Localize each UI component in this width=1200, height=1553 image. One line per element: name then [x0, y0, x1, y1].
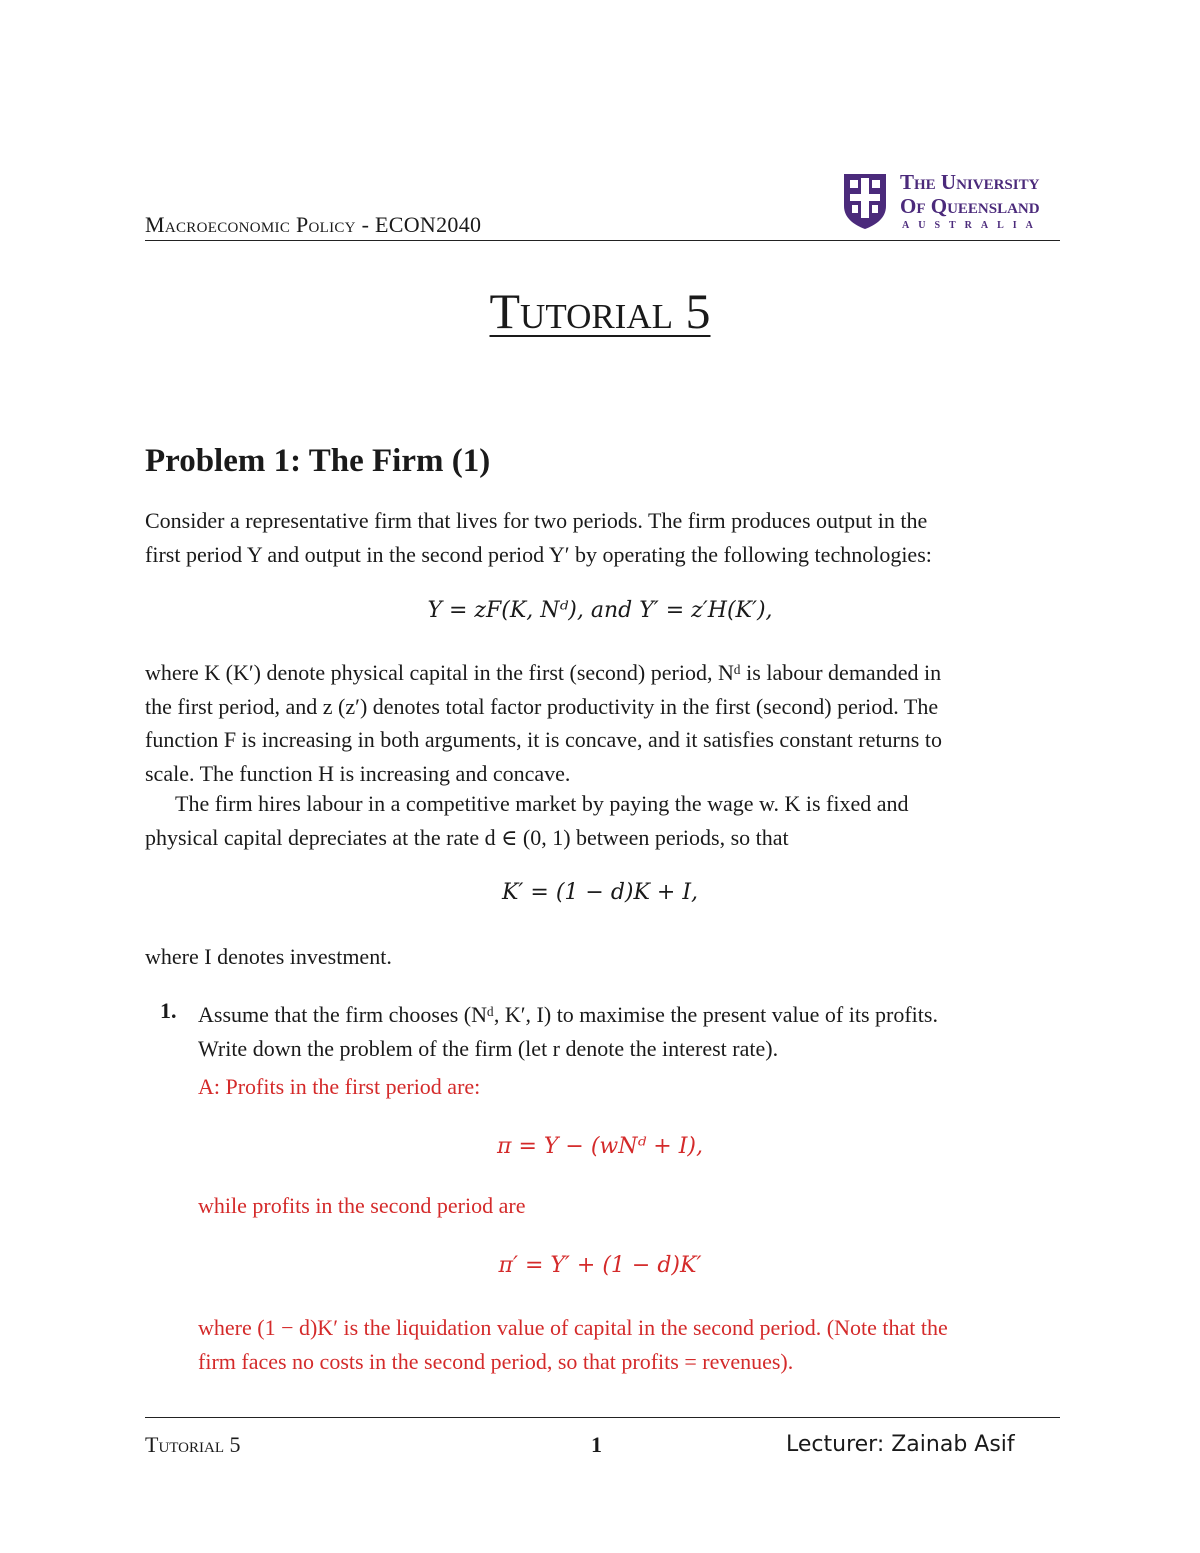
text-line: Consider a representative firm that lives for two periods. The firm produces output in the: [145, 508, 928, 533]
intro-paragraph: [145, 504, 1060, 571]
text-line: where K (K′) denote physical capital in the first (second) period, Nᵈ is labour demanded in: [145, 660, 942, 685]
text-line: scale. The function H is increasing and concave.: [145, 760, 571, 786]
logo-line-1: The University: [900, 170, 1040, 194]
text-line: The firm hires labour in a competitive market by paying the wage w. K is fixed and: [175, 791, 909, 816]
crest-icon: [842, 172, 888, 230]
profit-equation-1: π = Y − (wNᵈ + I),: [497, 1134, 703, 1159]
text-line: the first period, and z (z′) denotes total factor productivity in the first (second) period. The: [145, 693, 939, 719]
question-number: 1.: [160, 998, 177, 1023]
footer-lecturer: Lecturer: Zainab Asif: [786, 1432, 1015, 1457]
logo-line-3: AUSTRALIA: [902, 220, 1042, 231]
header-rule: [145, 240, 1060, 241]
text-line: where (1 − d)K′ is the liquidation value of capital in the second period. (Note that the: [198, 1315, 948, 1340]
profit-equation-2: π′ = Y′ + (1 − d)K′: [498, 1253, 702, 1278]
answer-conclusion: [198, 1311, 1060, 1378]
footer-rule: [145, 1417, 1060, 1418]
footer-title: Tutorial 5: [145, 1432, 241, 1457]
question-text: [198, 998, 1060, 1065]
text-line: physical capital depreciates at the rate d ∈ (0, 1) between periods, so that: [145, 824, 789, 850]
logo-line-2: Of Queensland: [900, 194, 1040, 218]
course-title: Macroeconomic Policy - ECON2040: [145, 212, 482, 237]
university-logo: [842, 170, 1062, 236]
text-line: first period Y and output in the second period Y′ by operating the following technologies:: [145, 541, 932, 567]
page-title: Tutorial 5: [489, 283, 711, 339]
definitions-paragraph: [145, 656, 1060, 790]
text-line: function F is increasing in both arguments, it is concave, and it satisfies constant returns to: [145, 727, 942, 752]
technology-equation: Y = zF(K, Nᵈ), and Y′ = z′H(K′),: [427, 598, 773, 623]
answer-mid: while profits in the second period are: [198, 1193, 526, 1218]
labour-paragraph: [145, 787, 1060, 854]
page-number: 1: [591, 1432, 602, 1457]
problem-heading: Problem 1: The Firm (1): [145, 443, 491, 479]
text-line: firm faces no costs in the second period, so that profits = revenues).: [198, 1348, 794, 1374]
investment-note: where I denotes investment.: [145, 944, 392, 969]
text-line: Write down the problem of the firm (let r denote the interest rate).: [198, 1035, 779, 1061]
answer-intro: A: Profits in the first period are:: [198, 1074, 481, 1099]
text-line: Assume that the firm chooses (Nᵈ, K′, I) to maximise the present value of its profits.: [198, 1002, 938, 1027]
capital-equation: K′ = (1 − d)K + I,: [501, 880, 699, 905]
